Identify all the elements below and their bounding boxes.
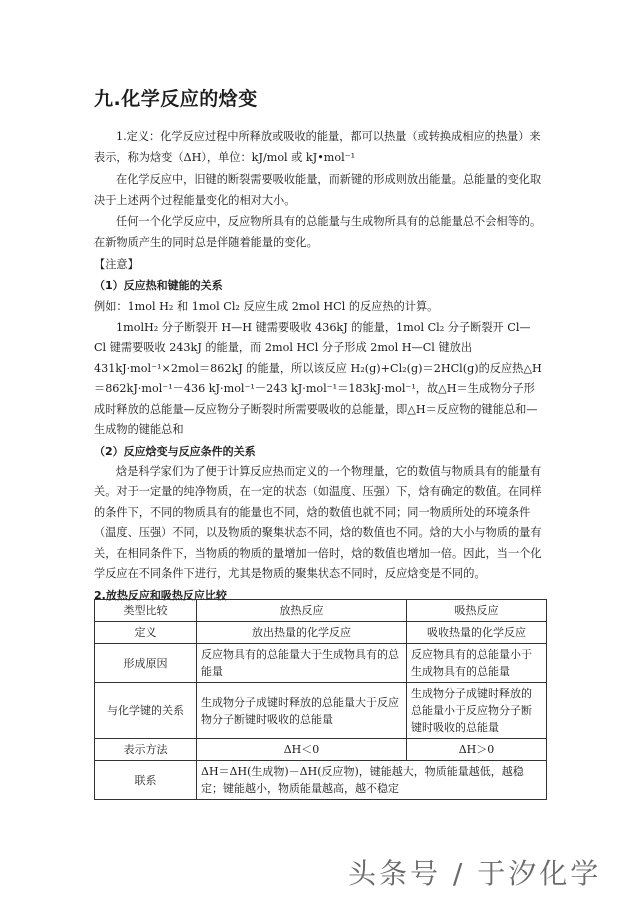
- table-cell: 类型比较: [95, 600, 197, 622]
- table-row: [95, 600, 547, 622]
- table-cell: 放热反应: [197, 600, 407, 622]
- watermark: 头条号 / 于汐化学: [348, 857, 602, 890]
- comparison-table: [94, 599, 547, 800]
- subheading-2: （2）反应焓变与反应条件的关系: [94, 444, 256, 458]
- subheading-3: 2.放热反应和吸热反应比较: [94, 588, 227, 602]
- table-cell: 联系: [95, 761, 197, 800]
- table-cell: ΔH＝ΔH(生成物)－ΔH(反应物)，键能越大，物质能量越低，越稳定；键能越小，物质能量越高，越不稳定: [197, 761, 547, 800]
- table-cell: 与化学键的关系: [95, 683, 197, 739]
- table-cell: 生成物分子成键时释放的总能量小于反应物分子断键时吸收的总能量: [407, 683, 547, 739]
- table-cell: 吸热反应: [407, 600, 547, 622]
- calculation-paragraph: 1molH₂ 分子断裂开 H—H 键需要吸收 436kJ 的能量，1mol Cl₂ 分子断裂开 Cl—Cl 键需要吸收 243kJ 的能量，而 2mol HCl 分子形成 2mol H—Cl 键放出 431kJ·mol⁻¹×2mol＝862kJ 的能量，所以该反应 H₂(g)+Cl₂(g)＝2HCl(g)的反应热△H＝862kJ·mol⁻¹－436 kJ·mol⁻¹－243 kJ·mol⁻¹＝183kJ·mol⁻¹，故△H＝生成物分子形成时释放的总能量—反应物分子断裂时所需要吸收的总能量，即△H＝反应物的键能总和—生成物的键能总和: [94, 320, 542, 437]
- enthalpy-paragraph: 焓是科学家们为了便于计算反应热而定义的一个物理量，它的数值与物质具有的能量有关。对于一定量的纯净物质，在一定的状态（如温度、压强）下，焓有确定的数值。在同样的条件下，不同的物质具有的能量也不同，焓的数值也就不同；同一物质所处的环境条件（温度、压强）不同，以及物质的聚集状态不同，焓的数值也不同。焓的大小与物质的量有关，在相同条件下，当物质的物质的量增加一倍时，焓的数值也增加一倍。因此，当一个化学反应在不同条件下进行，尤其是物质的聚集状态不同时，反应焓变是不同的。: [94, 464, 542, 581]
- note-label: 【注意】: [94, 257, 139, 271]
- subheading-1: （1）反应热和键能的关系: [94, 279, 223, 293]
- table-cell: 反应物具有的总能量小于生成物具有的总能量: [407, 644, 547, 683]
- example-paragraph: 例如：1mol H₂ 和 1mol Cl₂ 反应生成 2mol HCl 的反应热的计算。: [94, 300, 439, 314]
- table-cell: 形成原因: [95, 644, 197, 683]
- table-cell: 吸收热量的化学反应: [407, 622, 547, 644]
- section-title: 九.化学反应的焓变: [94, 88, 258, 110]
- table-row: [95, 683, 547, 739]
- table-row: [95, 644, 547, 683]
- table-cell: ΔH＜0: [197, 739, 407, 761]
- table-cell: 放出热量的化学反应: [197, 622, 407, 644]
- table-cell: ΔH＞0: [407, 739, 547, 761]
- bond-energy-paragraph: 在化学反应中，旧键的断裂需要吸收能量，而新键的形成则放出能量。总能量的变化取决于上述两个过程能量变化的相对大小。: [94, 172, 542, 207]
- table-cell: 表示方法: [95, 739, 197, 761]
- energy-change-paragraph: 任何一个化学反应中，反应物所具有的总能量与生成物所具有的总能量总不会相等的。在新物质产生的同时总是伴随着能量的变化。: [94, 215, 542, 250]
- definition-paragraph: 1.定义：化学反应过程中所释放或吸收的能量，都可以热量（或转换成相应的热量）来表示，称为焓变（ΔH），单位：kJ/mol 或 kJ•mol⁻¹: [94, 130, 541, 165]
- table-cell: 定义: [95, 622, 197, 644]
- table-row: [95, 622, 547, 644]
- body-text: [94, 126, 542, 606]
- table-cell: 生成物分子成键时释放的总能量大于反应物分子断键时吸收的总能量: [197, 683, 407, 739]
- table-row: [95, 739, 547, 761]
- table-row: [95, 761, 547, 800]
- table-cell: 反应物具有的总能量大于生成物具有的总能量: [197, 644, 407, 683]
